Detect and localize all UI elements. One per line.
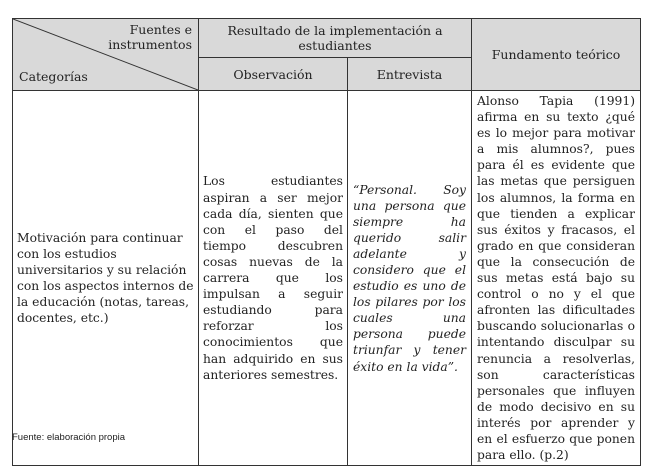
header-fuentes: Fuentes e instrumentos — [108, 22, 192, 52]
cell-fundamento: Alonso Tapia (1991) afirma en su texto ¿qué es lo mejor para motivar a mis alumnos?, pues para él es evidente que las metas que persiguen los alumnos, la forma en que tienden a explicar sus éxitos y fracasos, el grado en que consideran que la consecución de sus metas está bajo su control o no y el que afronten las dificultades buscando solucionarlas o intentando disculpar su renuncia a resolverlas, son características personales que influyen de modo decisivo en su interés por aprender y en el esfuerzo que ponen para ello. (p.2) — [472, 91, 641, 466]
cell-categoria: Motivación para continuar con los estudios universitarios y su relación con los aspectos internos de la educación (notas, tareas, docentes, etc.) — [13, 91, 199, 466]
header-fundamento: Fundamento teórico — [472, 19, 641, 91]
cell-observacion: Los estudiantes aspiran a ser mejor cada día, sienten que con el paso del tiempo descubren cosas nuevas de la carrera que los impulsan a seguir estudiando para reforzar los conocimientos que han adquirido en sus anteriores semestres. — [199, 91, 348, 466]
table-row — [13, 91, 641, 466]
cell-entrevista: “Personal. Soy una persona que siempre ha querido salir adelante y considero que el estudio es uno de los pilares por los cuales una persona puede triunfar y tener éxito en la vida”. — [348, 91, 472, 466]
header-entrevista: Entrevista — [348, 58, 472, 91]
header-diagonal-cell — [13, 19, 199, 91]
header-observacion: Observación — [199, 58, 348, 91]
header-categorias: Categorías — [19, 69, 88, 84]
source-note: Fuente: elaboración propia — [12, 432, 126, 443]
results-table — [12, 18, 641, 466]
header-resultado: Resultado de la implementación a estudiantes — [199, 19, 472, 58]
